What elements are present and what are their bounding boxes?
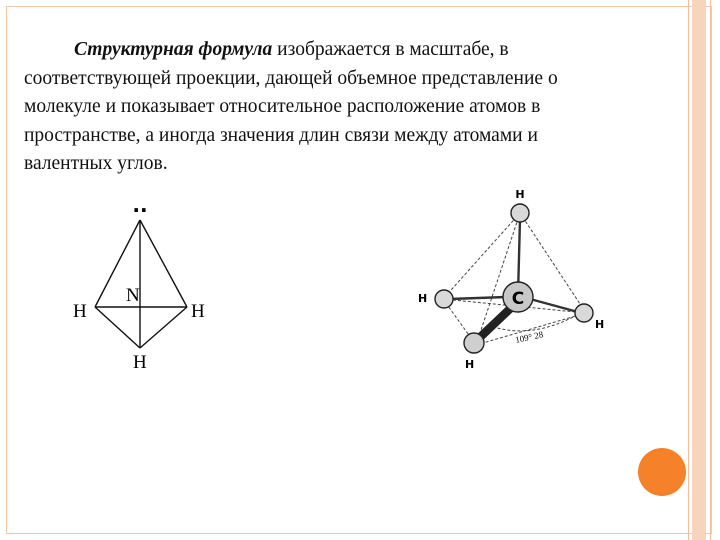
hydrogen-bottom-label: H bbox=[133, 352, 147, 373]
paragraph-line-5: валентных углов. bbox=[24, 153, 168, 174]
bond-c-h-left bbox=[450, 297, 506, 299]
bond-apex-right bbox=[140, 220, 187, 307]
structural-formula-paragraph bbox=[24, 36, 688, 179]
bond-left-bottom bbox=[95, 307, 140, 348]
carbon-atom-label: C bbox=[511, 289, 525, 309]
paragraph-line-3: молекуле и показывает относительное расположение атомов в bbox=[24, 96, 541, 117]
nitrogen-atom-label: N bbox=[126, 285, 140, 306]
hydrogen-right-label: H bbox=[595, 318, 605, 331]
term-structural-formula: Структурная формула bbox=[74, 39, 273, 60]
right-decor-stripe-thin-2 bbox=[710, 0, 711, 540]
hydrogen-top-label: H bbox=[515, 188, 525, 201]
decorative-orange-circle bbox=[638, 448, 686, 496]
right-decor-stripe-thin bbox=[688, 0, 689, 540]
paragraph-line-2: соответствующей проекции, дающей объемное представление о bbox=[24, 67, 558, 89]
hydrogen-right-atom bbox=[575, 304, 593, 322]
ammonia-structure-diagram bbox=[60, 190, 220, 375]
hydrogen-front-label: H bbox=[465, 358, 475, 371]
lone-pair-label: .. bbox=[132, 193, 148, 217]
hydrogen-top-atom bbox=[511, 204, 529, 222]
bond-angle-label: 109° 28 bbox=[514, 329, 545, 345]
hydrogen-front-atom bbox=[464, 333, 484, 353]
right-decor-stripe-wide bbox=[692, 0, 706, 540]
hydrogen-right-label: H bbox=[191, 301, 205, 322]
paragraph-line-1: Структурная формула изображается в масштабе, в bbox=[74, 39, 509, 60]
methane-tetrahedron-diagram bbox=[408, 185, 623, 375]
bond-right-bottom bbox=[140, 307, 187, 348]
hydrogen-left-label: H bbox=[418, 292, 428, 305]
hydrogen-left-atom bbox=[435, 290, 453, 308]
paragraph-line-4: пространстве, а иногда значения длин связи между атомами и bbox=[24, 124, 538, 146]
hydrogen-left-label: H bbox=[73, 301, 87, 322]
